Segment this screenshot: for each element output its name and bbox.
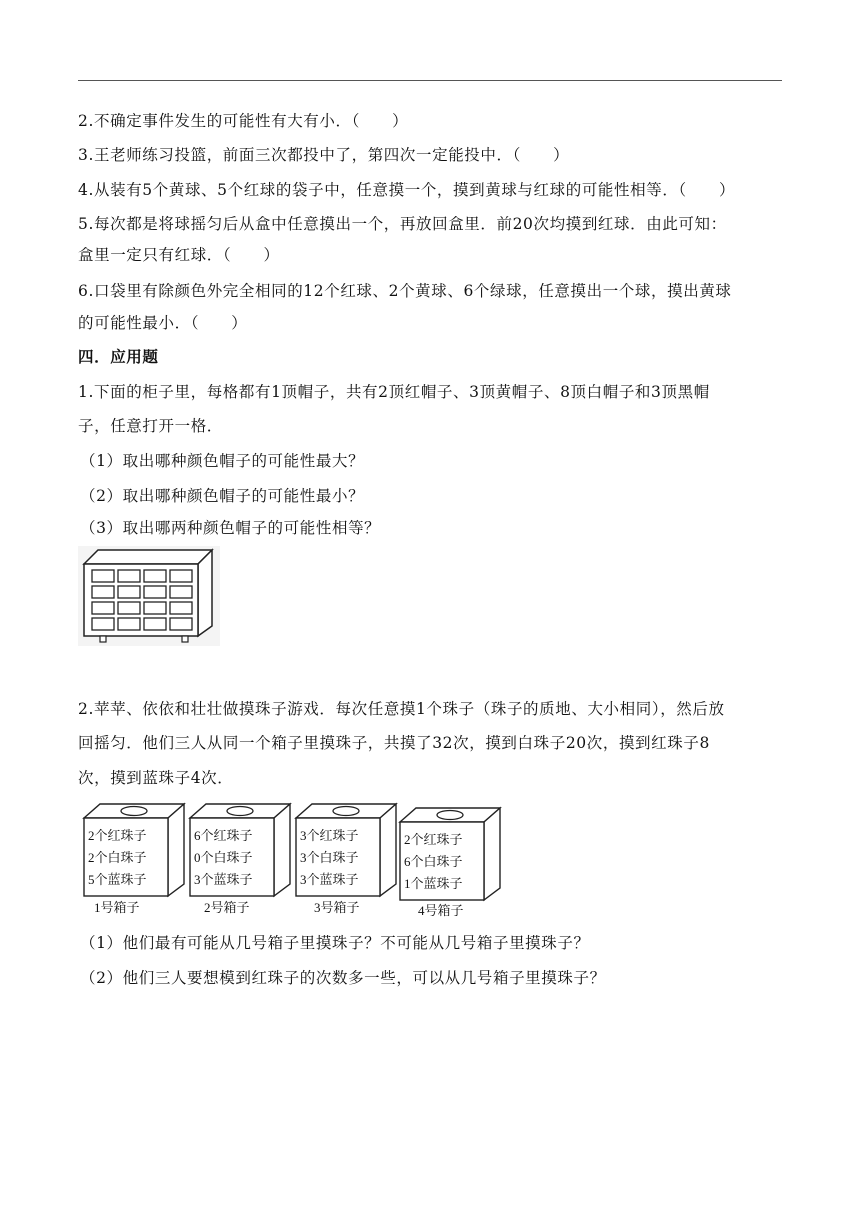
judge-item-4: 4.从装有5个黄球、5个红球的袋子中，任意摸一个，摸到黄球与红球的可能性相等．（ ） [78, 181, 736, 199]
box-1 [84, 804, 184, 915]
box-2-red: 6个红珠子 [194, 828, 253, 843]
box-2-blue: 3个蓝珠子 [194, 872, 253, 887]
judge-item-2: 2.不确定事件发生的可能性有大有小．（ ） [78, 112, 409, 130]
q2-sub-2: （2）他们三人要想模到红珠子的次数多一些，可以从几号箱子里摸珠子？ [80, 969, 606, 987]
q2-sub-1: （1）他们最有可能从几号箱子里摸珠子？不可能从几号箱子里摸珠子？ [80, 934, 590, 952]
q2-text-cont-1: 回摇匀．他们三人从同一个箱子里摸珠子，共摸了32次，摸到白珠子20次，摸到红珠子8 [78, 734, 710, 752]
box-4-label: 4号箱子 [418, 903, 464, 918]
box-4-blue: 1个蓝珠子 [404, 876, 463, 891]
box-1-label: 1号箱子 [94, 900, 140, 915]
box-4 [400, 808, 500, 918]
judge-item-5-cont: 盒里一定只有红球．（ ） [78, 246, 280, 264]
box-1-red: 2个红珠子 [88, 828, 147, 843]
box-1-white: 2个白珠子 [88, 850, 147, 865]
q1-sub-3: （3）取出哪两种颜色帽子的可能性相等？ [80, 519, 381, 537]
box-3-blue: 3个蓝珠子 [300, 872, 359, 887]
q2-text-cont-2: 次，摸到蓝珠子4次． [78, 769, 234, 787]
box-3-white: 3个白珠子 [300, 850, 359, 865]
q2-text: 2.苹苹、依依和壮壮做摸珠子游戏．每次任意摸1个珠子（珠子的质地、大小相同），然后放 [78, 700, 725, 718]
judge-item-3: 3.王老师练习投篮，前面三次都投中了，第四次一定能投中．（ ） [78, 146, 570, 164]
section-heading: 四．应用题 [78, 347, 159, 366]
q1-text: 1.下面的柜子里，每格都有1顶帽子，共有2顶红帽子、3顶黄帽子、8顶白帽子和3顶黑帽 [78, 383, 710, 401]
judge-item-6: 6.口袋里有除颜色外完全相同的12个红球、2个黄球、6个绿球，任意摸出一个球，摸出黄球 [78, 282, 732, 300]
box-3-red: 3个红珠子 [300, 828, 359, 843]
box-2 [190, 804, 290, 915]
box-3-label: 3号箱子 [314, 900, 360, 915]
q1-sub-2: （2）取出哪种颜色帽子的可能性最小？ [80, 487, 365, 505]
bead-boxes-figure [80, 800, 505, 920]
cabinet-figure [78, 546, 220, 646]
q1-sub-1: （1）取出哪种颜色帽子的可能性最大？ [80, 452, 365, 470]
box-2-white: 0个白珠子 [194, 850, 253, 865]
box-4-red: 2个红珠子 [404, 832, 463, 847]
box-1-blue: 5个蓝珠子 [88, 872, 147, 887]
box-4-white: 6个白珠子 [404, 854, 463, 869]
box-3 [296, 804, 396, 915]
q1-text-cont: 子，任意打开一格． [78, 417, 223, 435]
header-rule [78, 80, 782, 81]
judge-item-6-cont: 的可能性最小．（ ） [78, 314, 248, 332]
box-2-label: 2号箱子 [204, 900, 250, 915]
judge-item-5: 5.每次都是将球摇匀后从盒中任意摸出一个，再放回盒里．前20次均摸到红球．由此可知： [78, 215, 727, 233]
